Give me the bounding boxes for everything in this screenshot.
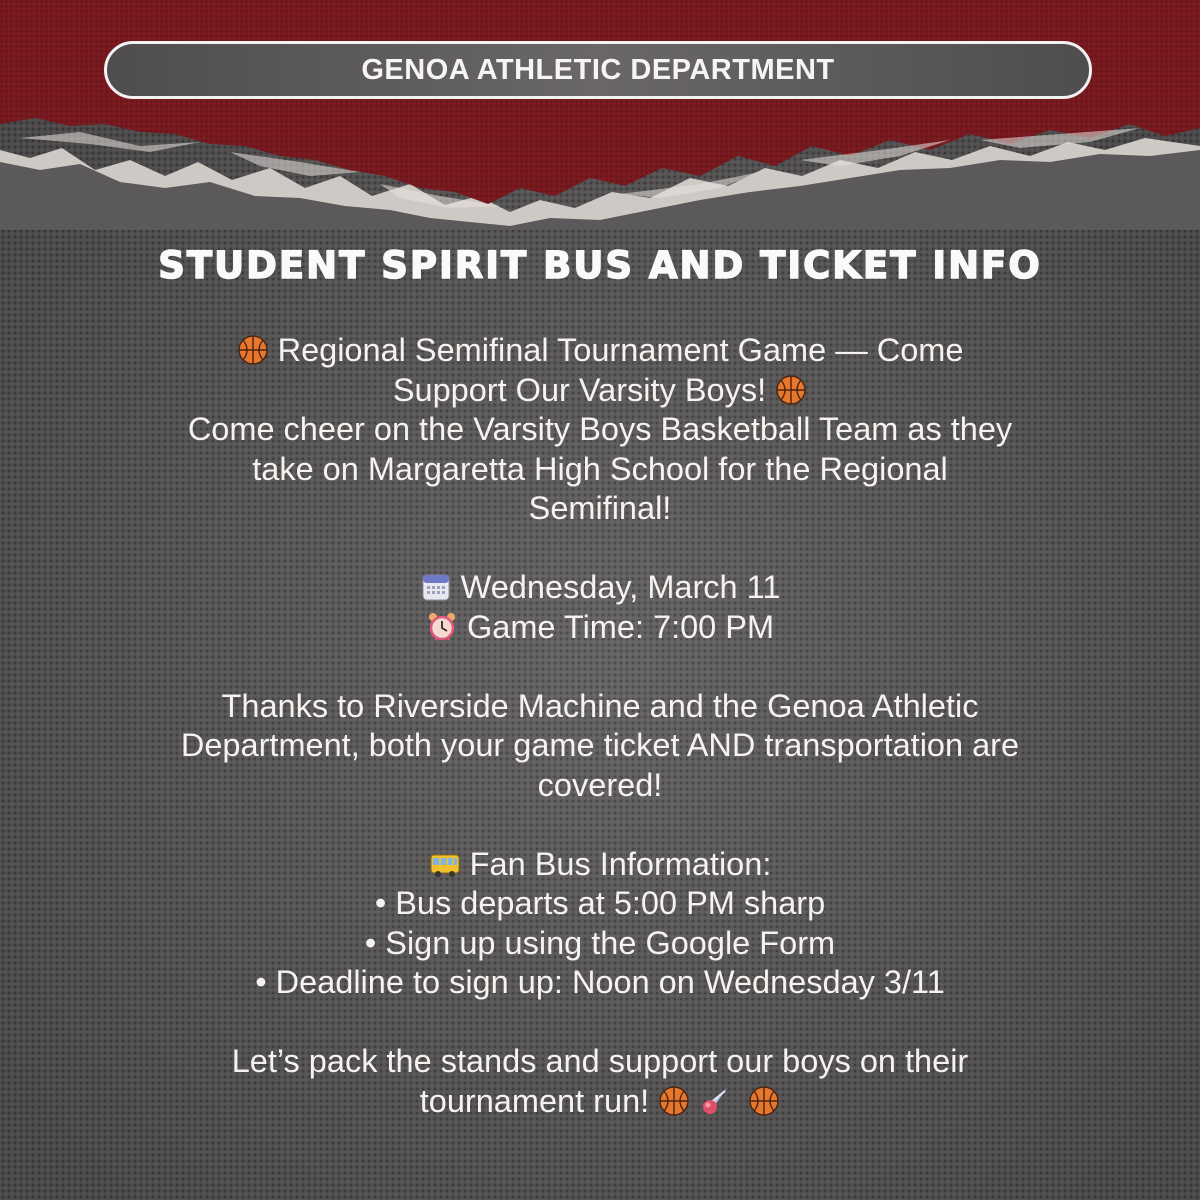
bus-heading: Fan Bus Information: [469, 845, 772, 882]
game-time: Game Time: 7:00 PM [466, 608, 775, 645]
thanks-line-2: Department, both your game ticket AND transportation are [180, 727, 1020, 763]
closing-text-2: tournament run! [419, 1082, 650, 1119]
thanks-line-3: covered! [537, 766, 663, 803]
department-banner [104, 41, 1092, 99]
bus-icon [429, 848, 461, 880]
bus-item-deadline: • Deadline to sign up: Noon on Wednesday 3/11 [255, 964, 945, 1000]
intro-line-5: Semifinal! [528, 490, 672, 526]
closing-line-1: Let’s pack the stands and support our boys on their [231, 1043, 969, 1079]
alarm-clock-icon [426, 611, 458, 643]
announcement-body [40, 331, 1160, 1121]
basketball-icon [748, 1085, 780, 1117]
game-date: Wednesday, March 11 [460, 569, 781, 605]
game-date-line [40, 568, 1160, 608]
calendar-icon [420, 571, 452, 603]
intro-text-2: Support Our Varsity Boys! [392, 371, 767, 408]
bus-item-signup: • Sign up using the Google Form [364, 924, 836, 961]
thanks-line-1: Thanks to Riverside Machine and the Genoa Athletic [221, 687, 979, 724]
comet-icon [699, 1085, 731, 1117]
basketball-icon [775, 374, 807, 406]
intro-line-1 [40, 331, 1160, 371]
closing-line-2 [40, 1082, 1160, 1122]
basketball-icon [658, 1085, 690, 1117]
game-time-line [40, 608, 1160, 648]
basketball-icon [237, 334, 269, 366]
intro-line-4: take on Margaretta High School for the Regional [252, 450, 948, 487]
torn-paper-header-band [0, 0, 1200, 230]
bus-heading-line [40, 845, 1160, 885]
intro-line-2 [40, 371, 1160, 411]
department-title: GENOA ATHLETIC DEPARTMENT [361, 53, 835, 86]
bus-item-departure: • Bus departs at 5:00 PM sharp [374, 885, 826, 921]
intro-text-1: Regional Semifinal Tournament Game — Come [277, 332, 964, 368]
flyer-headline: STUDENT SPIRIT BUS AND TICKET INFO [158, 244, 1042, 287]
intro-line-3: Come cheer on the Varsity Boys Basketball Team as they [187, 411, 1013, 447]
